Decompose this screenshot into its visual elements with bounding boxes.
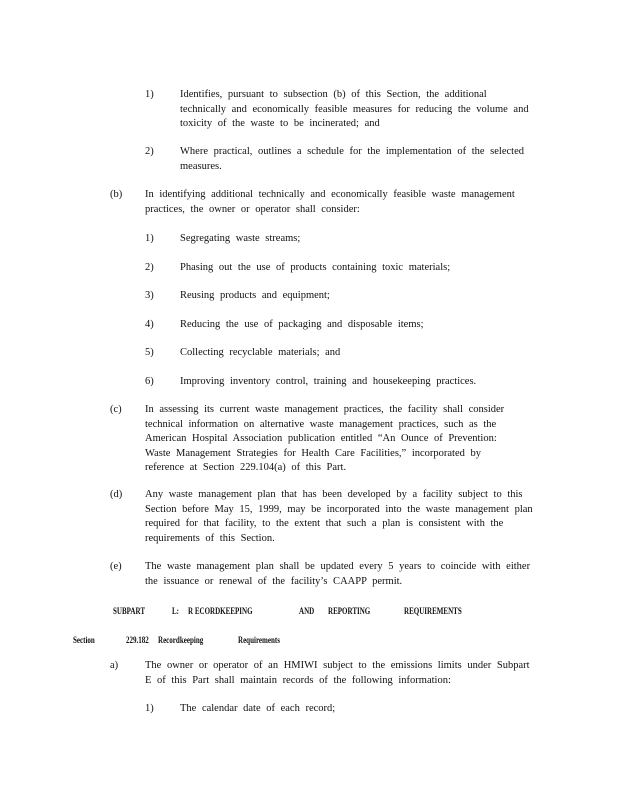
paragraph-label: (c): [110, 404, 122, 415]
subpart-heading-word: R ECORDKEEPING: [188, 606, 253, 616]
list-item-text: Reducing the use of packaging and disposable items;: [180, 319, 424, 330]
section-heading-word: Requirements: [238, 635, 280, 645]
paragraph-label: (e): [110, 561, 122, 572]
list-item-number: 1): [145, 703, 154, 714]
section-heading-word: Section: [73, 635, 95, 645]
paragraph-text: In assessing its current waste management practices, the facility shall consider technical information on alternative waste management practices, such as the American Hospital Association publication entitled “An Ounce of Prevention: Waste Management Strategies for Health Care Facilities,” incorporated by reference at Section 229.104(a) of this Part.: [145, 404, 505, 474]
list-item-number: 1): [145, 89, 154, 100]
list-item-text: Where practical, outlines a schedule for the implementation of the selected measures.: [180, 146, 524, 172]
list-item-text: Phasing out the use of products containing toxic materials;: [180, 262, 451, 273]
paragraph-label: (d): [110, 489, 123, 500]
list-item-text: Improving inventory control, training and housekeeping practices.: [180, 376, 477, 387]
section-heading-word: 229.182: [126, 635, 149, 645]
list-item-text: Segregating waste streams;: [180, 233, 301, 244]
paragraph-text: The waste management plan shall be updated every 5 years to coincide with either the issuance or renewal of the facility’s CAAPP permit.: [145, 561, 531, 587]
list-item-number: 3): [145, 290, 154, 301]
list-item-number: 2): [145, 262, 154, 273]
list-item-text: Identifies, pursuant to subsection (b) of this Section, the additional technically and economically feasible measures for reducing the volume and toxicity of the waste to be incinerated; and: [180, 89, 529, 130]
list-item-number: 4): [145, 319, 154, 330]
subpart-heading-word: AND: [299, 606, 315, 616]
list-item-text: Reusing products and equipment;: [180, 290, 330, 301]
paragraph-label: (b): [110, 189, 123, 200]
list-item-text: The calendar date of each record;: [180, 703, 336, 714]
paragraph-text: In identifying additional technically and economically feasible waste management practices, the owner or operator shall consider:: [145, 189, 515, 215]
subpart-heading-word: REQUIREMENTS: [404, 606, 462, 616]
paragraph-text: The owner or operator of an HMIWI subject to the emissions limits under Subpart E of this Part shall maintain records of the following information:: [145, 660, 530, 686]
list-item-number: 5): [145, 347, 154, 358]
paragraph-label: a): [110, 660, 119, 671]
list-item-text: Collecting recyclable materials; and: [180, 347, 341, 358]
list-item-number: 6): [145, 376, 154, 387]
paragraph-text: Any waste management plan that has been developed by a facility subject to this Section before May 15, 1999, may be incorporated into the waste management plan required for that facility, to the extent that such a plan is consistent with the requirements of this Section.: [145, 489, 533, 544]
subpart-heading-word: L:: [172, 606, 180, 616]
subpart-heading-word: SUBPART: [113, 606, 146, 616]
list-item-number: 2): [145, 146, 154, 157]
list-item-number: 1): [145, 233, 154, 244]
subpart-heading-word: REPORTING: [328, 606, 371, 616]
section-heading-word: Recordkeeping: [158, 635, 204, 645]
